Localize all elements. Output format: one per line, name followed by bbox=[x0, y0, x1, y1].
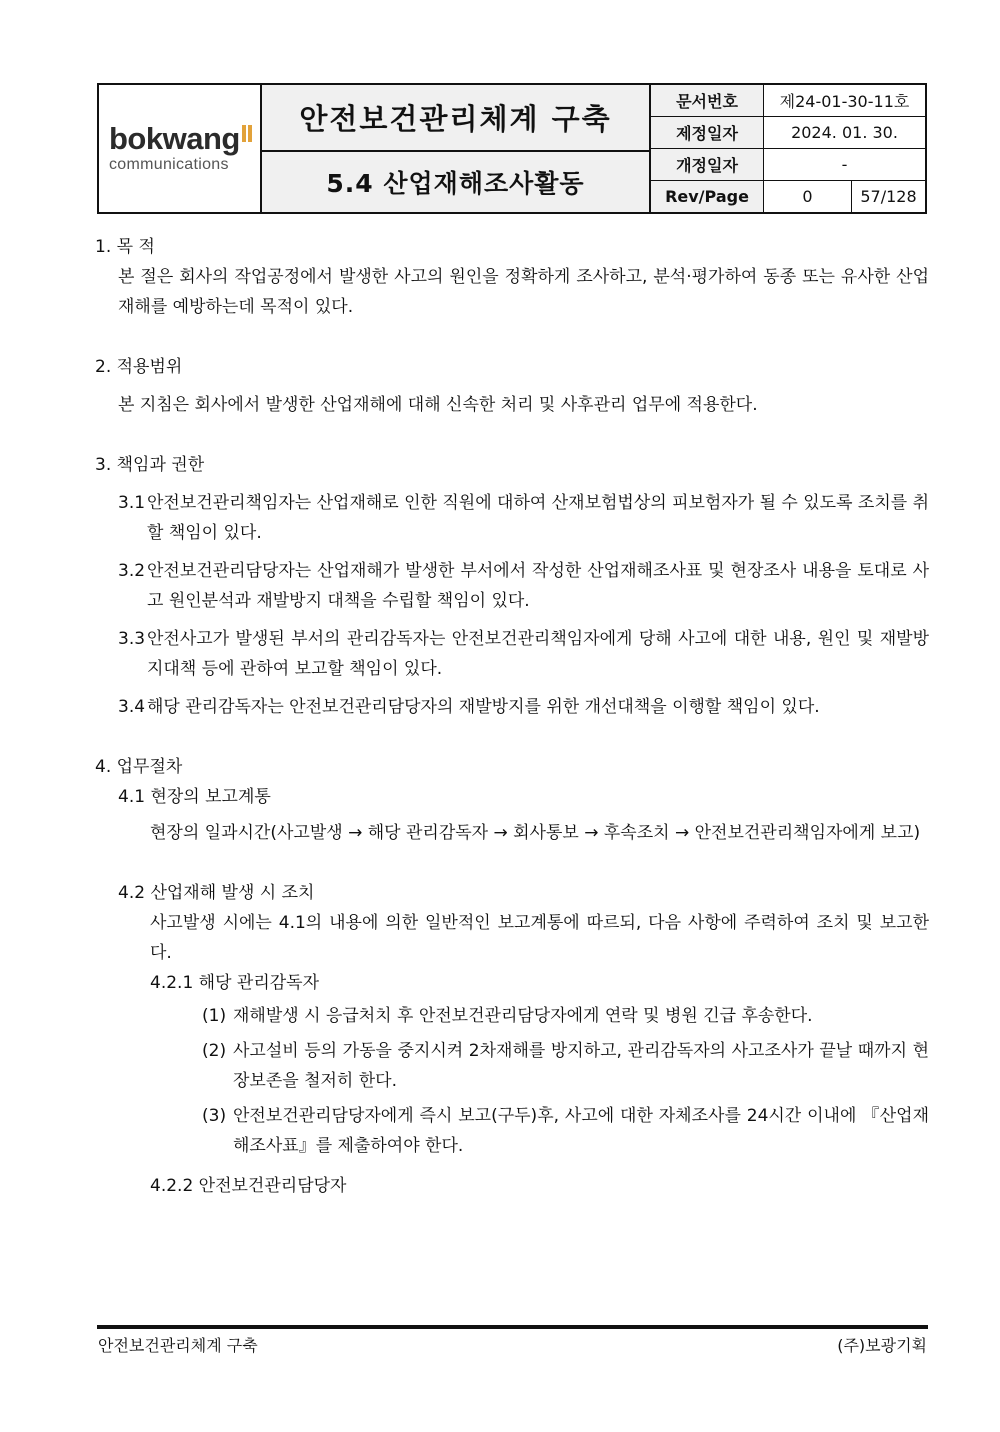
logo-subtitle: communications bbox=[109, 156, 229, 173]
item-number: 3.2 bbox=[118, 561, 146, 581]
item-text: 재해발생 시 응급처치 후 안전보건관리담당자에게 연락 및 병원 긴급 후송한다. bbox=[233, 1006, 813, 1026]
logo-mark-icon bbox=[242, 125, 246, 142]
item-text: 안전보건관리담당자는 산업재해가 발생한 부서에서 작성한 산업재해조사표 및 현장조사 내용을 토대로 사고 원인분석과 재발방지 대책을 수립할 책임이 있다. bbox=[147, 561, 929, 611]
revise-date-value: - bbox=[841, 155, 848, 174]
footer-right: (주)보광기획 bbox=[837, 1336, 927, 1355]
section-4-1-title: 4.1 현장의 보고계통 bbox=[118, 787, 271, 807]
item-text: 안전사고가 발생된 부서의 관리감독자는 안전보건관리책임자에게 당해 사고에 대한 내용, 원인 및 재발방지대책 등에 관하여 보고할 책임이 있다. bbox=[147, 629, 929, 679]
item-text: 안전보건관리담당자에게 즉시 보고(구두)후, 사고에 대한 자체조사를 24시간 이내에 『산업재해조사표』를 제출하여야 한다. bbox=[233, 1106, 929, 1156]
document-meta bbox=[649, 85, 925, 212]
section-4-2-text: 사고발생 시에는 4.1의 내용에 의한 일반적인 보고계통에 따르되, 다음 사항에 주력하여 조치 및 보고한다. bbox=[150, 913, 929, 963]
footer-left: 안전보건관리체계 구축 bbox=[98, 1336, 258, 1355]
list-item bbox=[95, 692, 929, 722]
meta-row-enact bbox=[651, 117, 925, 149]
section-4-title: 4. 업무절차 bbox=[95, 757, 183, 777]
item-number: 3.4 bbox=[118, 697, 146, 717]
list-item bbox=[95, 488, 929, 548]
item-number: 3.3 bbox=[118, 629, 146, 649]
enact-date-label: 제정일자 bbox=[651, 117, 764, 148]
rev-page-label: Rev/Page bbox=[651, 181, 764, 212]
section-4-2-title: 4.2 산업재해 발생 시 조치 bbox=[118, 883, 315, 903]
title-block bbox=[262, 85, 649, 212]
section-4-1-text: 현장의 일과시간(사고발생 → 해당 관리감독자 → 회사통보 → 후속조치 → 안전보건관리책임자에게 보고) bbox=[150, 823, 921, 843]
item-text: 해당 관리감독자는 안전보건관리담당자의 재발방지를 위한 개선대책을 이행할 책임이 있다. bbox=[147, 697, 820, 717]
item-text: 안전보건관리책임자는 산업재해로 인한 직원에 대하여 산재보험법상의 피보험자가 될 수 있도록 조치를 취할 책임이 있다. bbox=[147, 493, 930, 543]
enact-date-value: 2024. 01. 30. bbox=[791, 123, 898, 142]
meta-row-doc-no bbox=[651, 85, 925, 117]
section-1-title: 1. 목 적 bbox=[95, 237, 155, 257]
section-2-title: 2. 적용범위 bbox=[95, 357, 183, 377]
item-number: (2) bbox=[202, 1041, 227, 1061]
document-body bbox=[95, 232, 929, 1201]
meta-row-rev-page bbox=[651, 181, 925, 212]
revise-date-label: 개정일자 bbox=[651, 149, 764, 180]
page-value: 57/128 bbox=[860, 187, 917, 206]
list-item bbox=[95, 1001, 929, 1031]
section-4-2-2-title: 4.2.2 안전보건관리담당자 bbox=[150, 1176, 347, 1196]
section-title: 5.4 산업재해조사활동 bbox=[326, 169, 585, 198]
section-4-2-1-title: 4.2.1 해당 관리감독자 bbox=[150, 973, 320, 993]
document-header bbox=[97, 83, 927, 214]
item-number: (3) bbox=[202, 1106, 227, 1126]
item-number: (1) bbox=[202, 1006, 227, 1026]
footer-divider bbox=[97, 1325, 928, 1329]
document-title: 안전보건관리체계 구축 bbox=[262, 85, 649, 152]
doc-no-label: 문서번호 bbox=[651, 85, 764, 116]
rev-value: 0 bbox=[764, 181, 852, 212]
list-item bbox=[95, 556, 929, 616]
logo-mark-icon bbox=[248, 125, 252, 142]
company-logo bbox=[99, 85, 262, 212]
logo-wordmark: bokwang bbox=[109, 121, 240, 156]
section-3-title: 3. 책임과 권한 bbox=[95, 455, 205, 475]
list-item bbox=[95, 624, 929, 684]
item-number: 3.1 bbox=[118, 493, 146, 513]
list-item bbox=[95, 1101, 929, 1161]
section-2-text: 본 지침은 회사에서 발생한 산업재해에 대해 신속한 처리 및 사후관리 업무에 적용한다. bbox=[118, 395, 758, 415]
list-item bbox=[95, 1036, 929, 1096]
meta-row-revise bbox=[651, 149, 925, 181]
doc-no-value: 제24-01-30-11호 bbox=[779, 92, 910, 111]
item-text: 사고설비 등의 가동을 중지시켜 2차재해를 방지하고, 관리감독자의 사고조사가 끝날 때까지 현장보존을 철저히 한다. bbox=[233, 1041, 929, 1091]
section-1-text: 본 절은 회사의 작업공정에서 발생한 사고의 원인을 정확하게 조사하고, 분석·평가하여 동종 또는 유사한 산업재해를 예방하는데 목적이 있다. bbox=[118, 267, 929, 317]
